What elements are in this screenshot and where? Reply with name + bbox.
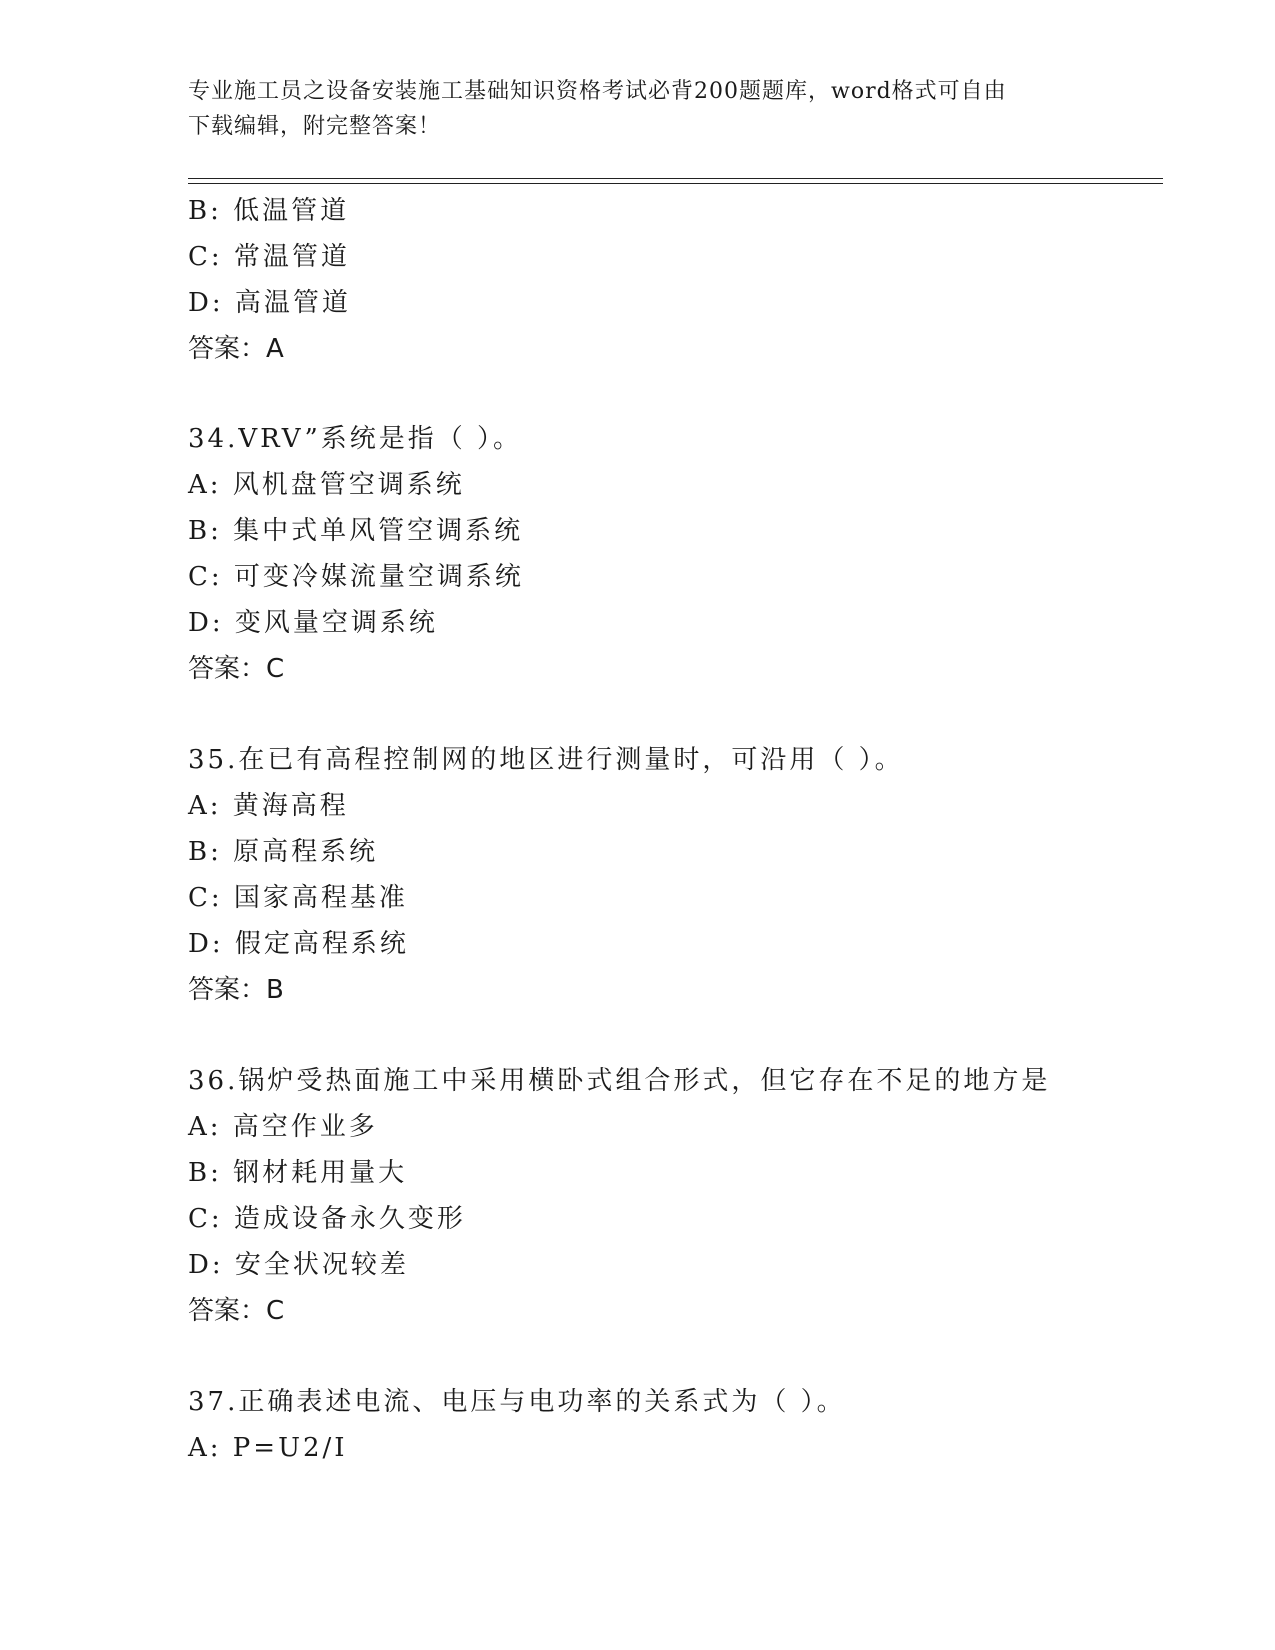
option-c: C: 国家高程基准 xyxy=(188,883,408,913)
document-header xyxy=(188,74,1068,144)
option-a: A: 黄海高程 xyxy=(188,791,349,821)
option-c: C: 造成设备永久变形 xyxy=(188,1204,466,1234)
answer-line: 答案：B xyxy=(188,975,284,1005)
question-35-stem: 35.在已有高程控制网的地区进行测量时，可沿用（ ）。 xyxy=(188,745,904,775)
option-b: B: 低温管道 xyxy=(188,196,350,226)
option-b: B: 集中式单风管空调系统 xyxy=(188,516,524,546)
question-list xyxy=(188,188,1163,1471)
question-37-stem: 37.正确表述电流、电压与电功率的关系式为（ ）。 xyxy=(188,1387,846,1417)
answer-line: 答案：C xyxy=(188,1296,285,1326)
option-b: B: 原高程系统 xyxy=(188,837,379,867)
question-36-stem: 36.锅炉受热面施工中采用横卧式组合形式，但它存在不足的地方是 xyxy=(188,1066,1051,1096)
option-c: C: 可变冷媒流量空调系统 xyxy=(188,562,524,592)
header-line-1: 专业施工员之设备安装施工基础知识资格考试必背200题题库，word格式可自由 xyxy=(188,79,1007,104)
option-b: B: 钢材耗用量大 xyxy=(188,1158,408,1188)
option-d: D: 变风量空调系统 xyxy=(188,608,438,638)
answer-line: 答案：A xyxy=(188,334,284,364)
header-divider-top xyxy=(188,178,1163,179)
option-a: A: 高空作业多 xyxy=(188,1112,378,1142)
option-d: D: 安全状况较差 xyxy=(188,1250,409,1280)
option-c: C: 常温管道 xyxy=(188,242,350,272)
question-34-stem: 34.VRV”系统是指（ ）。 xyxy=(188,424,523,454)
option-d: D: 高温管道 xyxy=(188,288,351,318)
option-d: D: 假定高程系统 xyxy=(188,929,409,959)
answer-line: 答案：C xyxy=(188,654,285,684)
header-divider-bottom xyxy=(188,183,1163,184)
option-a: A: P=U2/I xyxy=(188,1433,348,1463)
header-line-2: 下载编辑，附完整答案！ xyxy=(188,114,442,139)
option-a: A: 风机盘管空调系统 xyxy=(188,470,465,500)
